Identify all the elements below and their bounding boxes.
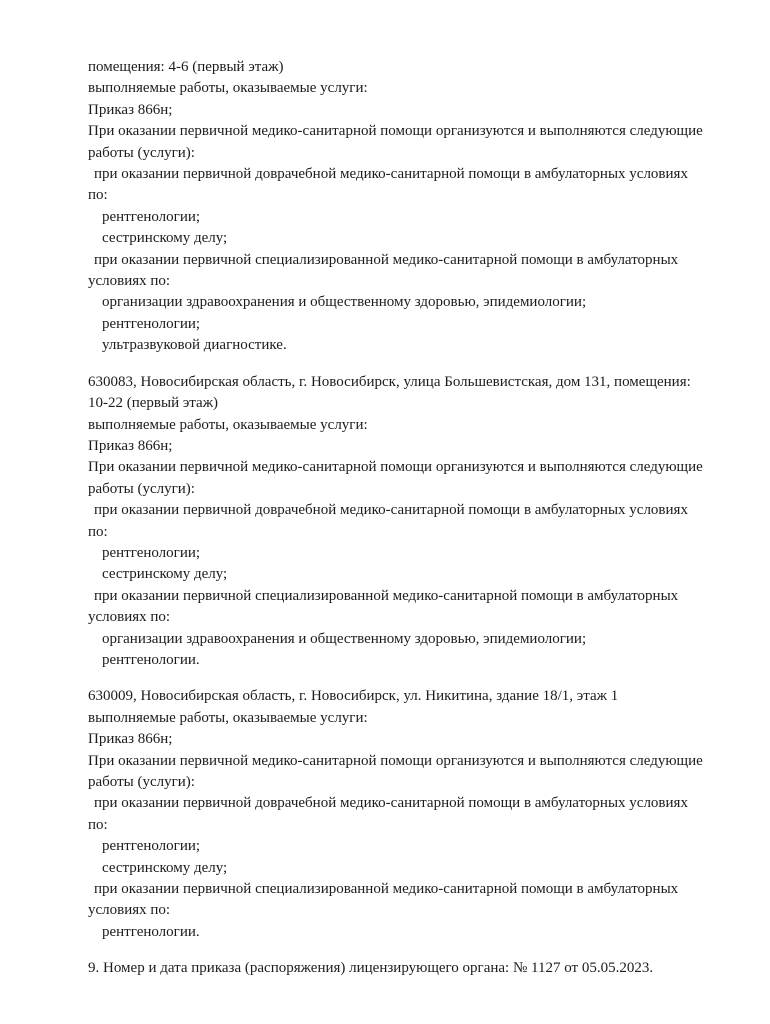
document-blank-line	[88, 671, 730, 686]
document-line: организации здравоохранения и общественному здоровью, эпидемиологии;	[102, 294, 587, 311]
document-line: работы (услуги):	[88, 480, 195, 497]
document-line: сестринскому делу;	[102, 566, 228, 583]
document-line: выполняемые работы, оказываемые услуги:	[88, 709, 368, 726]
document-line: Приказ 866н;	[88, 101, 173, 118]
document-line: При оказании первичной медико-санитарной помощи организуются и выполняются следующие	[88, 123, 703, 140]
document-line: При оказании первичной медико-санитарной помощи организуются и выполняются следующие	[88, 459, 703, 476]
document-line: Приказ 866н;	[88, 437, 173, 454]
document-line: условиях по:	[88, 273, 171, 290]
document-line: при оказании первичной доврачебной медико-санитарной помощи в амбулаторных условиях	[94, 795, 688, 812]
document-line: 630009, Новосибирская область, г. Новосибирск, ул. Никитина, здание 18/1, этаж 1	[88, 688, 619, 705]
document-blank-line	[88, 943, 730, 958]
document-line: 9. Номер и дата приказа (распоряжения) лицензирующего органа: № 1127 от 05.05.2023.	[88, 960, 654, 977]
document-line: работы (услуги):	[88, 774, 195, 790]
document-line: при оказании первичной специализированной медико-санитарной помощи в амбулаторных	[94, 251, 679, 268]
document-line: при оказании первичной специализированной медико-санитарной помощи в амбулаторных	[94, 881, 679, 898]
document-body-text	[88, 57, 730, 980]
document-line: условиях по:	[88, 902, 171, 919]
document-line: при оказании первичной доврачебной медико-санитарной помощи в амбулаторных условиях	[94, 502, 688, 519]
document-line: 630083, Новосибирская область, г. Новосибирск, улица Большевистская, дом 131, помещения:	[88, 373, 691, 390]
document-line: выполняемые работы, оказываемые услуги:	[88, 80, 368, 97]
document-line: при оказании первичной доврачебной медико-санитарной помощи в амбулаторных условиях	[94, 166, 688, 183]
document-line: по:	[88, 187, 108, 204]
document-line: при оказании первичной специализированной медико-санитарной помощи в амбулаторных	[94, 587, 679, 604]
document-line: по:	[88, 816, 108, 833]
document-line: рентгенологии;	[102, 208, 201, 225]
document-line: ультразвуковой диагностике.	[102, 337, 287, 354]
document-line: Приказ 866н;	[88, 731, 173, 748]
document-line: рентгенологии;	[102, 544, 201, 561]
document-line: условиях по:	[88, 609, 171, 626]
document-line: рентгенологии;	[102, 838, 201, 855]
document-line: рентгенологии.	[102, 651, 200, 668]
document-line: организации здравоохранения и общественному здоровью, эпидемиологии;	[102, 630, 587, 647]
document-line: работы (услуги):	[88, 144, 195, 161]
document-line: сестринскому делу;	[102, 230, 228, 247]
document-line: 10-22 (первый этаж)	[88, 395, 219, 412]
document-blank-line	[88, 357, 730, 372]
document-line: При оказании первичной медико-санитарной помощи организуются и выполняются следующие	[88, 752, 703, 769]
document-line: по:	[88, 523, 108, 540]
document-line: помещения: 4-6 (первый этаж)	[88, 59, 284, 75]
document-line: рентгенологии.	[102, 923, 200, 940]
document-line: сестринскому делу;	[102, 859, 228, 876]
document-line: рентгенологии;	[102, 315, 201, 332]
document-line: выполняемые работы, оказываемые услуги:	[88, 416, 368, 433]
